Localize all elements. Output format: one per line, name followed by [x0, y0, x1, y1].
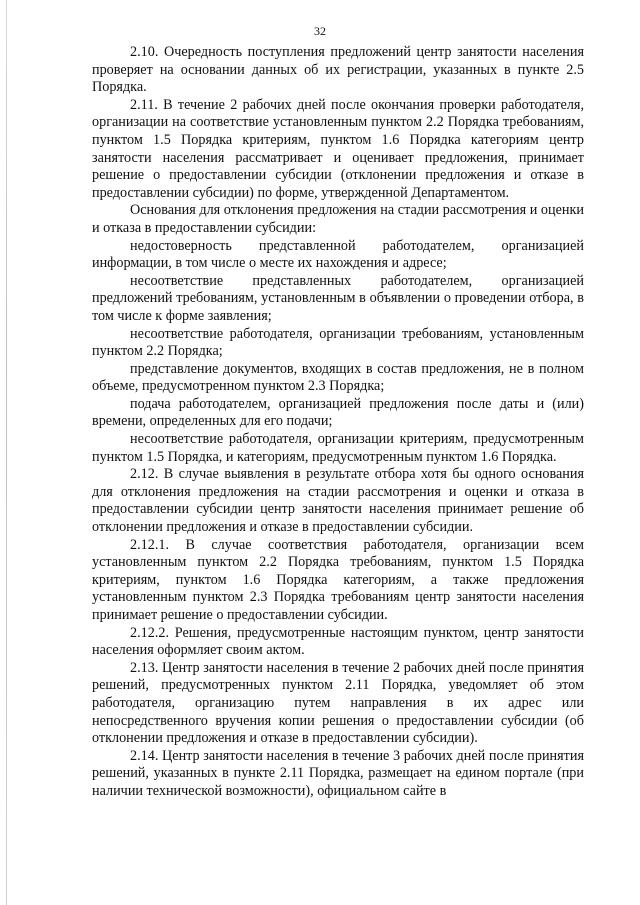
- paragraph-2-14: 2.14. Центр занятости населения в течение 3 рабочих дней после принятия решений, указанных в пункте 2.11 Порядка, размещает на едином портале (при наличии технической возможности), официальном сайте в: [92, 747, 584, 799]
- paragraph-ground-late-submission: подача работодателем, организацией предложения после даты и (или) времени, определенных для его подачи;: [92, 395, 584, 430]
- page-number: 32: [314, 24, 326, 38]
- paragraph-ground-unreliable-info: недостоверность представленной работодателем, организацией информации, в том числе о месте их нахождения и адресе;: [92, 237, 584, 272]
- paragraph-ground-employer-requirements: несоответствие работодателя, организации требованиям, установленным пунктом 2.2 Порядка;: [92, 325, 584, 360]
- paragraph-2-12: 2.12. В случае выявления в результате отбора хотя бы одного основания для отклонения предложения на стадии рассмотрения и оценки и отказа в предоставлении субсидии центр занятости населения принимает решение об отклонении предложения и отказе в предоставлении субсидии.: [92, 466, 584, 536]
- document-body: [92, 44, 584, 801]
- paragraph-ground-incomplete-documents: представление документов, входящих в состав предложения, не в полном объеме, предусмотренном пунктом 2.3 Порядка;: [92, 360, 584, 395]
- paragraph-2-10: 2.10. Очередность поступления предложений центр занятости населения проверяет на основании данных об их регистрации, указанных в пункте 2.5 Порядка.: [92, 44, 584, 96]
- paragraph-2-13: 2.13. Центр занятости населения в течение 2 рабочих дней после принятия решений, предусмотренных пунктом 2.11 Порядка, уведомляет об этом работодателя, организацию путем направления в их адрес или непосредственного вручения копии решения о предоставлении субсидии (об отклонении предложения и отказе в предоставлении субсидии).: [92, 659, 584, 747]
- paragraph-ground-proposal-mismatch: несоответствие представленных работодателем, организацией предложений требованиям, установленным в объявлении о проведении отбора, в том числе к форме заявления;: [92, 272, 584, 324]
- paragraph-ground-criteria-mismatch: несоответствие работодателя, организации критериям, предусмотренным пунктом 1.5 Порядка, и категориям, предусмотренным пунктом 1.6 Порядка.: [92, 431, 584, 465]
- paragraph-2-12-1: 2.12.1. В случае соответствия работодателя, организации всем установленным пунктом 2.2 Порядка требованиям, пунктом 1.5 Порядка критериям, пунктом 1.6 Порядка категориям, а также предложения установленным пунктом 2.3 Порядка требованиям центр занятости населения принимает решение о предоставлении субсидии.: [92, 536, 584, 623]
- paragraph-rejection-grounds-intro: Основания для отклонения предложения на стадии рассмотрения и оценки и отказа в предоставлении субсидии:: [92, 202, 584, 236]
- paragraph-2-11: 2.11. В течение 2 рабочих дней после окончания проверки работодателя, организации на соответствие установленным пунктом 2.2 Порядка требованиям, пунктом 1.5 Порядка критериям, пунктом 1.6 Порядка категориям центр занятости населения рассматривает и оценивает предложения, принимает решение о предоставлении субсидии (отклонении предложения и отказе в предоставлении субсидии) по форме, утвержденной Департаментом.: [92, 96, 584, 201]
- scan-edge-shadow: [6, 0, 7, 905]
- paragraph-2-12-2: 2.12.2. Решения, предусмотренные настоящим пунктом, центр занятости населения оформляет своим актом.: [92, 624, 584, 659]
